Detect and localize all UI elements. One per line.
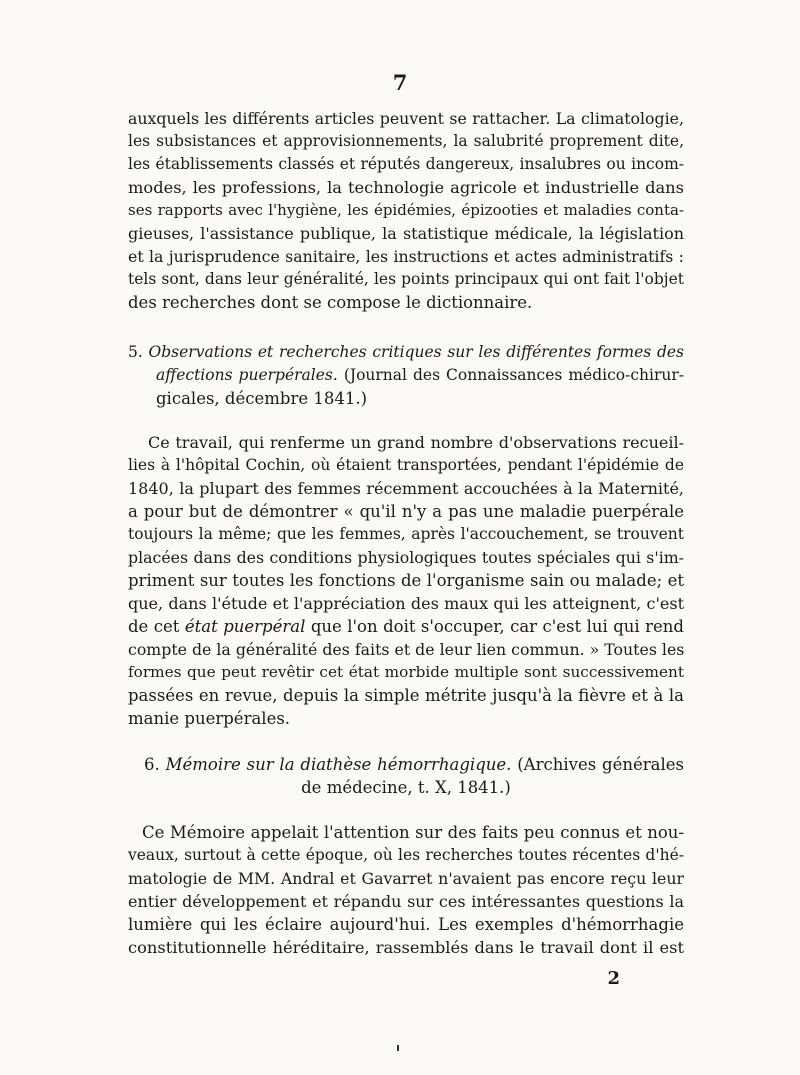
paragraph-dictionary [128, 107, 684, 314]
entry-6-line-1 [128, 753, 684, 776]
text-line: Ce travail, qui renferme un grand nombre d'observations recueil- [148, 433, 684, 452]
text-line: gieuses, l'assistance publique, la statistique médicale, la législation [128, 224, 684, 243]
text-run: de cet [128, 617, 185, 636]
text-line: modes, les professions, la technologie agricole et industrielle dans [128, 178, 684, 197]
text-line: matologie de MM. Andral et Gavarret n'avaient pas encore reçu leur [128, 869, 684, 888]
entry-number: 6. [144, 755, 160, 774]
text-line: entier développement et répandu sur ces intéressantes questions la [128, 892, 684, 911]
text-line: que, dans l'étude et l'appréciation des maux qui les atteignent, c'est [128, 594, 684, 613]
text-line: auxquels les différents articles peuvent se rattacher. La climatologie, [128, 109, 684, 128]
text-line: manie puerpérales. [128, 709, 291, 728]
entry-5-line-2 [128, 364, 684, 387]
entry-number: 5. [128, 343, 143, 361]
text-line: ses rapports avec l'hygiène, les épidémies, épizooties et maladies conta- [128, 201, 684, 219]
entry-title: Observations et recherches critiques sur les différentes formes des [148, 343, 684, 361]
entry-reference-cont: gicales, décembre 1841.) [156, 389, 368, 408]
entry-reference: (Archives générales [517, 755, 684, 774]
text-line: les établissements classés et réputés dangereux, insalubres ou incom- [128, 155, 684, 173]
text-line: Ce Mémoire appelait l'attention sur des faits peu connus et nou- [142, 823, 684, 842]
entry-5 [128, 341, 684, 410]
text-line: placées dans des conditions physiologiques toutes spéciales qui s'im- [128, 548, 684, 567]
text-line: les subsistances et approvisionnements, la salubrité proprement dite, [128, 132, 684, 150]
entry-5-line-1 [128, 341, 684, 364]
ink-mark [397, 1045, 399, 1051]
text-line: des recherches dont se compose le dictionnaire. [128, 293, 533, 312]
paragraph-cochin [128, 431, 684, 730]
text-line: 1840, la plupart des femmes récemment accouchées à la Maternité, [128, 479, 684, 498]
text-run: que l'on doit s'occuper, car c'est lui qui rend [305, 617, 684, 636]
entry-6 [128, 753, 684, 799]
entry-reference: (Journal des Connaissances médico-chirur- [343, 366, 685, 384]
entry-reference-cont: de médecine, t. X, 1841.) [301, 778, 511, 797]
text-line: passées en revue, depuis la simple métrite jusqu'à la fièvre et à la [128, 686, 684, 705]
text-line: et la jurisprudence sanitaire, les instructions et actes administratifs : [128, 247, 684, 266]
text-line: lies à l'hôpital Cochin, où étaient transportées, pendant l'épidémie de [128, 456, 684, 474]
text-line: veaux, surtout à cette époque, où les recherches toutes récentes d'hé- [128, 846, 684, 864]
italic-term: état puerpéral [184, 617, 306, 636]
entry-title: Mémoire sur la diathèse hémorrhagique. [165, 755, 512, 774]
text-line: priment sur toutes les fonctions de l'organisme sain ou malade; et [128, 571, 684, 590]
text-line [128, 615, 684, 638]
text-line: tels sont, dans leur généralité, les points principaux qui ont fait l'objet [128, 270, 684, 288]
text-line: toujours la même; que les femmes, après l'accouchement, se trouvent [128, 525, 684, 543]
entry-title-cont: affections puerpérales. [156, 366, 338, 384]
text-line: lumière qui les éclaire aujourd'hui. Les exemples d'hémorrhagie [128, 915, 684, 934]
signature-mark: 2 [607, 968, 620, 989]
page-number: 7 [392, 70, 408, 95]
text-line: compte de la généralité des faits et de leur lien commun. » Toutes les [128, 640, 685, 659]
text-line: formes que peut revêtir cet état morbide multiple sont successivement [128, 663, 684, 681]
paragraph-memoire [128, 821, 684, 959]
text-line: a pour but de démontrer « qu'il n'y a pas une maladie puerpérale [128, 502, 684, 521]
text-line: constitutionnelle héréditaire, rassemblés dans le travail dont il est [128, 938, 684, 957]
